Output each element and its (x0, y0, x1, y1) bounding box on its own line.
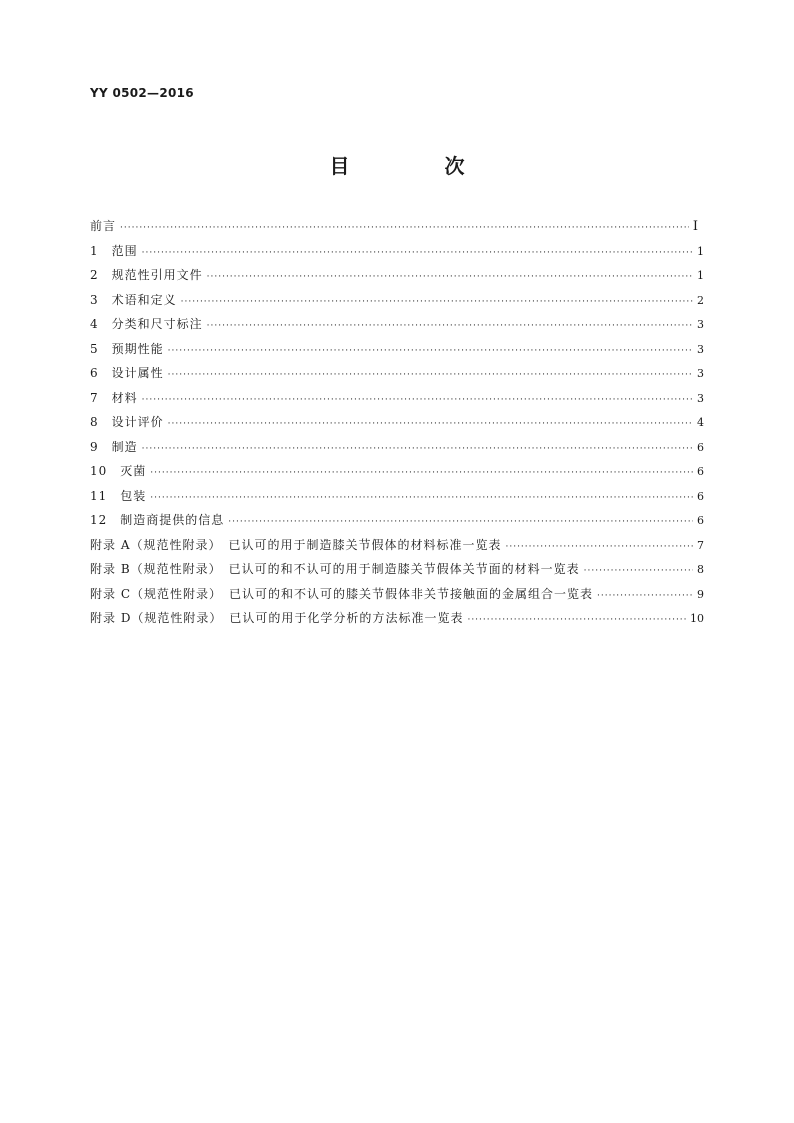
dot-leader (142, 437, 693, 462)
toc-entry-label: 3 术语和定义 (90, 292, 177, 307)
toc-page-number: 8 (697, 563, 704, 576)
toc-page-number: 9 (697, 587, 704, 601)
toc-entry-materials[interactable] (90, 386, 704, 411)
dot-leader (150, 486, 693, 511)
toc-entry-label: 4 分类和尺寸标注 (90, 317, 203, 331)
toc-page-number: 6 (697, 465, 704, 478)
toc-entry-label: 1 范围 (90, 243, 138, 258)
toc-entry-label: 2 规范性引用文件 (90, 268, 203, 282)
dot-leader (142, 241, 693, 266)
dot-leader (142, 388, 693, 413)
dot-leader (207, 314, 693, 339)
toc-entry-label: 前言 (90, 219, 117, 233)
toc-page-number: 6 (697, 489, 704, 503)
toc-entry-label: 8 设计评价 (90, 415, 164, 429)
toc-page-number: 6 (697, 514, 704, 527)
toc-entry-annex-c[interactable] (90, 582, 704, 607)
toc-entry-scope[interactable] (90, 239, 704, 264)
toc-entry-classification[interactable] (90, 312, 704, 337)
toc-page-number: 7 (697, 538, 704, 552)
toc-entry-label: 附录 C（规范性附录） 已认可的和不认可的膝关节假体非关节接触面的金属组合一览表 (90, 586, 593, 601)
toc-page-number: 3 (697, 391, 704, 405)
toc-entry-packaging[interactable] (90, 484, 704, 509)
toc-entry-label: 11 包装 (90, 488, 147, 503)
table-of-contents (90, 214, 704, 631)
toc-entry-terms-definitions[interactable] (90, 288, 704, 313)
toc-entry-label: 5 预期性能 (90, 341, 164, 356)
toc-entry-design-attributes[interactable] (90, 361, 704, 386)
dot-leader (228, 510, 693, 535)
toc-entry-annex-a[interactable] (90, 533, 704, 558)
toc-entry-normative-references[interactable] (90, 263, 704, 288)
toc-entry-label: 附录 A（规范性附录） 已认可的用于制造膝关节假体的材料标准一览表 (90, 537, 502, 552)
toc-page-number: 3 (697, 318, 704, 331)
standard-number: YY 0502—2016 (90, 86, 194, 100)
toc-page-number: 6 (697, 440, 704, 454)
dot-leader (207, 265, 693, 290)
dot-leader (168, 363, 693, 388)
toc-entry-label: 9 制造 (90, 439, 138, 454)
dot-leader (168, 412, 693, 437)
toc-entry-label: 10 灭菌 (90, 464, 147, 478)
toc-page-number: 3 (697, 342, 704, 356)
dot-leader (505, 535, 693, 560)
toc-entry-sterilization[interactable] (90, 459, 704, 484)
toc-entry-annex-d[interactable] (90, 606, 704, 631)
toc-page-number: 3 (697, 367, 704, 380)
page-title: 目 次 (329, 154, 509, 178)
dot-leader (597, 584, 693, 609)
toc-entry-label: 附录 D（规范性附录） 已认可的用于化学分析的方法标准一览表 (90, 611, 464, 625)
toc-page-number: 2 (697, 293, 704, 307)
toc-page-number: 1 (697, 244, 704, 258)
toc-entry-label: 12 制造商提供的信息 (90, 513, 225, 527)
dot-leader (120, 216, 689, 241)
toc-entry-intended-performance[interactable] (90, 337, 704, 362)
toc-entry-label: 附录 B（规范性附录） 已认可的和不认可的用于制造膝关节假体关节面的材料一览表 (90, 562, 580, 576)
dot-leader (467, 608, 686, 633)
toc-entry-manufacture[interactable] (90, 435, 704, 460)
toc-entry-label: 7 材料 (90, 390, 138, 405)
toc-page-number: Ⅰ (692, 219, 698, 234)
dot-leader (584, 559, 693, 584)
toc-entry-manufacturer-info[interactable] (90, 508, 704, 533)
toc-entry-label: 6 设计属性 (90, 366, 164, 380)
dot-leader (150, 461, 693, 486)
dot-leader (181, 290, 693, 315)
toc-page-number: 4 (697, 416, 704, 429)
toc-entry-annex-b[interactable] (90, 557, 704, 582)
toc-page-number: 1 (697, 269, 704, 282)
toc-entry-foreword[interactable] (90, 214, 704, 239)
toc-page-number: 10 (690, 612, 704, 625)
dot-leader (168, 339, 693, 364)
toc-entry-design-evaluation[interactable] (90, 410, 704, 435)
